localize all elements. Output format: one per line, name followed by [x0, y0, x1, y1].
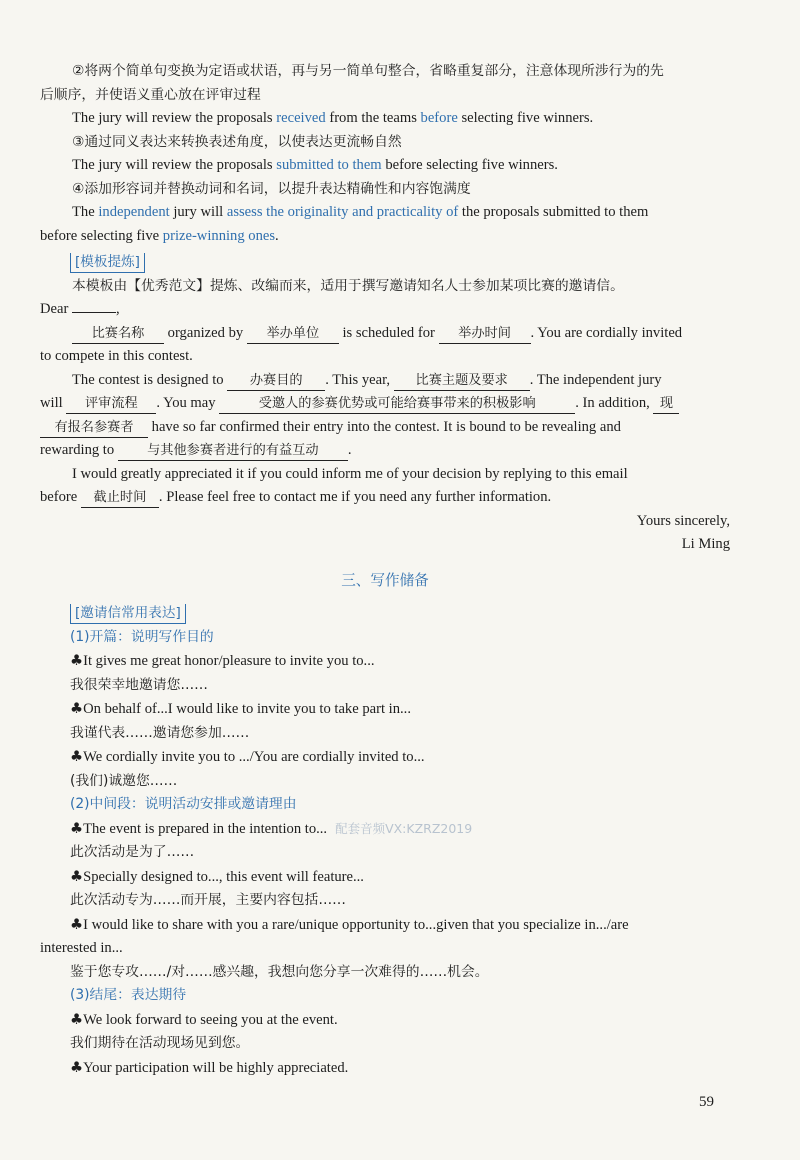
expressions-heading-row: [40, 602, 730, 626]
example-sentence-4: The independent jury will assess the originality and practicality of the proposals submitted to them: [72, 204, 649, 220]
example-sentence-3: The jury will review the proposals submitted to them before selecting five winners.: [72, 157, 558, 173]
expression-2-en: ♣On behalf of...I would like to invite you to take part in...: [70, 700, 411, 717]
section-3-title: 三、写作储备: [341, 571, 429, 589]
club-icon: ♣: [70, 1058, 84, 1076]
expression-5-zh: 此次活动专为……而开展，主要内容包括……: [70, 892, 346, 908]
expression-7-en: ♣We look forward to seeing you at the event.: [70, 1010, 338, 1028]
expression-1-zh: 我很荣幸地邀请您……: [70, 676, 208, 693]
letter-signature: Li Ming: [681, 536, 730, 552]
letter-paragraph-2-line2: will 评审流程 . You may 受邀人的参赛优势或可能给赛事带来的积极影响 . In addition, 现: [40, 392, 730, 416]
club-icon: ♣: [70, 915, 84, 933]
club-icon: ♣: [70, 867, 84, 885]
expression-5-en: ♣Specially designed to..., this event will feature...: [70, 867, 364, 885]
expression-3-zh: (我们)诚邀您……: [70, 772, 178, 789]
example-sentence-4-cont: before selecting five prize-winning ones.: [40, 227, 279, 244]
letter-paragraph-2: The contest is designed to 办赛目的 . This year, 比赛主题及要求 . The independent jury: [40, 369, 730, 393]
step-3-instruction: ③通过同义表达来转换表述角度，以使表达更流畅自然: [72, 133, 402, 150]
expression-3-en: ♣We cordially invite you to .../You are cordially invited to...: [70, 748, 425, 765]
subheading-opening: (1)开篇：说明写作目的: [70, 628, 214, 645]
expression-4-zh: 此次活动是为了……: [70, 844, 195, 860]
page-content: [40, 60, 730, 1080]
expression-2-zh: 我谨代表……邀请您参加……: [70, 724, 250, 741]
letter-paragraph-3: I would greatly appreciated it if you could inform me of your decision by replying to this email: [72, 465, 628, 482]
step-2-instruction-cont: 后顺序，并使语义重心放在评审过程: [40, 86, 261, 103]
club-icon: ♣: [70, 748, 84, 765]
letter-paragraph-3-cont: before 截止时间 . Please feel free to contact me if you need any further information.: [40, 486, 730, 510]
page-number: 59: [699, 1094, 714, 1110]
expressions-heading: [邀请信常用表达]: [70, 604, 186, 624]
club-icon: ♣: [70, 1010, 84, 1028]
step-2-instruction: ②将两个简单句变换为定语或状语，再与另一简单句整合，省略重复部分，注意体现所涉行为的先: [72, 63, 664, 79]
example-sentence-2: The jury will review the proposals received from the teams before selecting five winners.: [72, 110, 594, 126]
step-4-instruction: ④添加形容词并替换动词和名词，以提升表达精确性和内容饱满度: [72, 180, 471, 197]
letter-closing: Yours sincerely,: [636, 512, 730, 529]
letter-paragraph-1-cont: to compete in this contest.: [40, 348, 193, 364]
expression-6-zh: 鉴于您专攻……/对……感兴趣，我想向您分享一次难得的……机会。: [70, 963, 489, 980]
club-icon: ♣: [70, 819, 84, 837]
expression-7-zh: 我们期待在活动现场见到您。: [70, 1035, 250, 1051]
watermark-text: 配套音频VX:KZRZ2019: [335, 820, 473, 836]
subheading-ending: (3)结尾：表达期待: [70, 987, 187, 1003]
letter-paragraph-2-line3: 有报名参赛者 have so far confirmed their entry into the contest. It is bound to be revealing and: [40, 416, 730, 440]
letter-salutation: Dear ,: [40, 301, 120, 317]
expression-6-en-cont: interested in...: [40, 940, 123, 956]
expression-6-en: ♣I would like to share with you a rare/unique opportunity to...given that you specialize in.../are: [70, 915, 629, 933]
letter-paragraph-2-line4: rewarding to 与其他参赛者进行的有益互动 .: [40, 439, 730, 463]
template-intro: 本模板由【优秀范文】提炼、改编而来，适用于撰写邀请知名人士参加某项比赛的邀请信。: [72, 277, 624, 294]
letter-paragraph-1: 比赛名称 organized by 举办单位 is scheduled for 举办时间 . You are cordially invited: [40, 322, 730, 346]
club-icon: ♣: [70, 700, 84, 717]
template-heading: [模板提炼]: [70, 253, 145, 273]
club-icon: ♣: [70, 652, 84, 669]
expression-8-en: ♣Your participation will be highly appreciated.: [70, 1058, 349, 1076]
expression-4-en: ♣The event is prepared in the intention to... 配套音频VX:KZRZ2019: [70, 819, 473, 837]
expression-1-en: ♣It gives me great honor/pleasure to invite you to...: [70, 652, 375, 669]
subheading-middle: (2)中间段：说明活动安排或邀请理由: [70, 796, 297, 812]
template-heading-row: [40, 251, 730, 275]
